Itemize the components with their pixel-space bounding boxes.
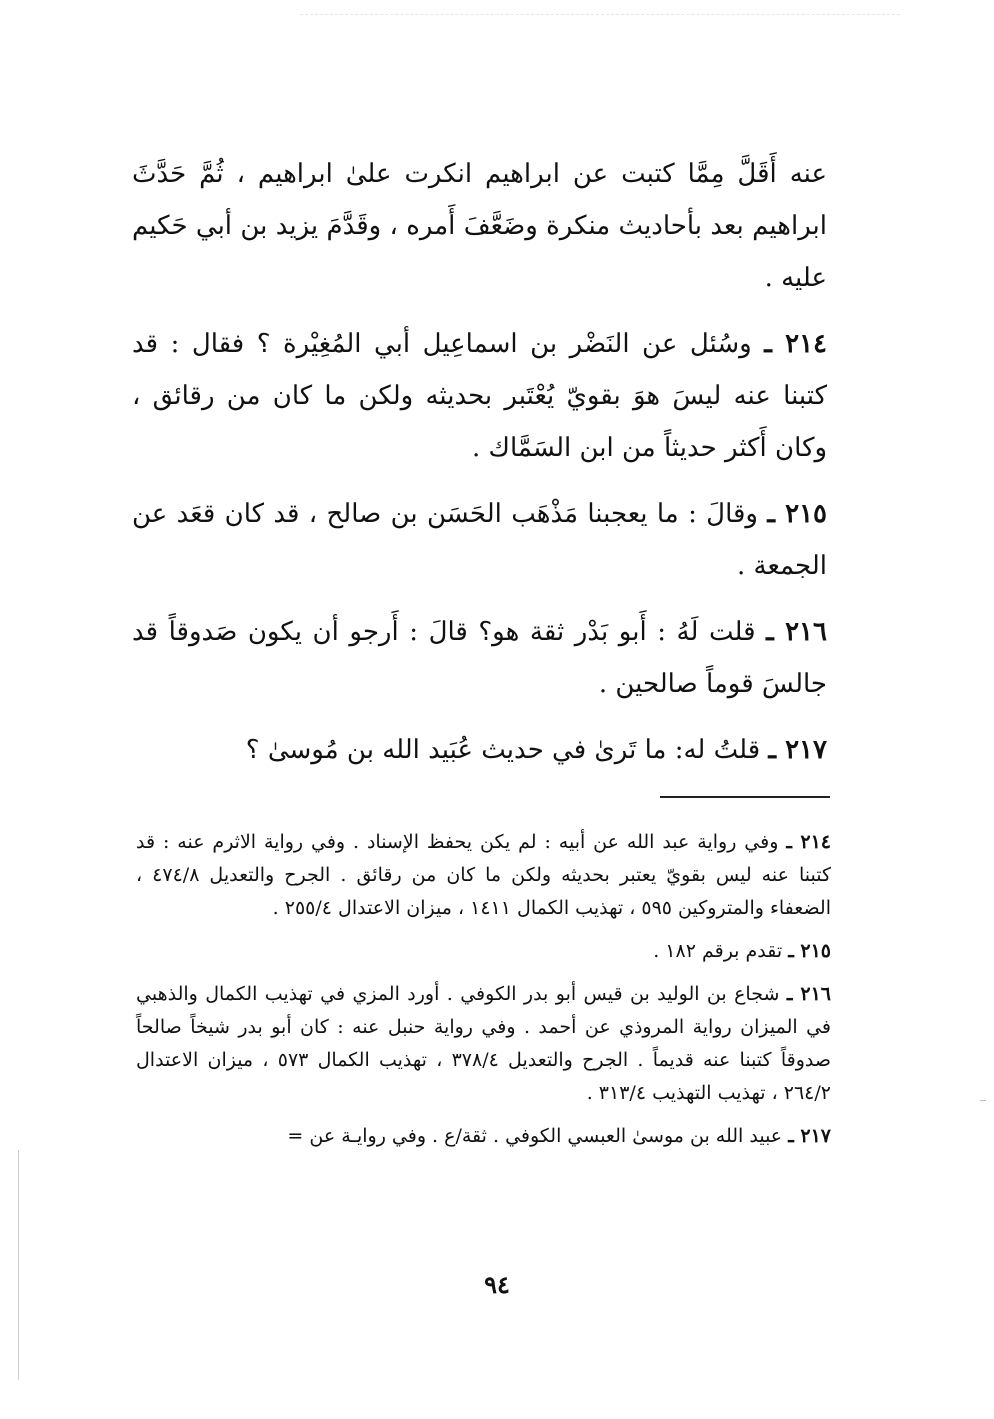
scan-artifact-right	[980, 1100, 986, 1101]
footnote-number: ٢١٤ ـ	[786, 831, 832, 853]
paragraph-215	[132, 488, 827, 592]
paragraph-text: عنه أَقَلَّ مِمَّا كتبت عن ابراهيم انكرت علىٰ ابراهيم ، ثُمَّ حَدَّثَ ابراهيم بعد بأحاديث منكرة وضَعَّفَ أَمره ، وقَدَّمَ يزيد بن أبي حَكيم عليه .	[132, 159, 827, 293]
paragraph-217	[132, 724, 827, 776]
footnote-text: وفي رواية عبد الله عن أبيه : لم يكن يحفظ الإسناد . وفي رواية الاثرم عنه : قد كتبنا عنه ليس بقويّ يعتبر بحديثه ولكن ما كان من رقائق . الجرح والتعديل ٤٧٤/٨ ، الضعفاء والمتروكين ٥٩٥ ، تهذيب الكمال ١٤١١ ، ميزان الاعتدال ٢٥٥/٤ .	[136, 831, 831, 919]
footnote-number: ٢١٦ ـ	[786, 983, 832, 1005]
footnote-number: ٢١٧ ـ	[788, 1125, 831, 1147]
entry-number: ٢١٧ ـ	[768, 735, 827, 765]
main-text	[132, 148, 827, 790]
entry-number: ٢١٤ ـ	[764, 329, 828, 359]
footnote-216	[136, 978, 831, 1110]
scan-artifact-left	[18, 1150, 19, 1380]
footnote-text: شجاع بن الوليد بن قيس أبو بدر الكوفي . أورد المزي في تهذيب الكمال والذهبي في الميزان رواية المروذي عن أحمد . وفي رواية حنبل عنه : كان أبو بدر شيخاً صالحاً صدوقاً كتبنا عنه قديماً . الجرح والتعديل ٣٧٨/٤ ، تهذيب الكمال ٥٧٣ ، ميزان الاعتدال ٢٦٤/٢ ، تهذيب التهذيب ٣١٣/٤ .	[136, 983, 831, 1104]
footnote-separator	[660, 796, 830, 798]
entry-number: ٢١٦ ـ	[766, 617, 827, 647]
paragraph-text: قلت لَهُ : أَبو بَدْر ثقة هو؟ قالَ : أَرجو أن يكون صَدوقاً قد جالسَ قوماً صالحين .	[132, 617, 827, 699]
paragraph-214	[132, 318, 827, 474]
scan-artifact-top	[300, 14, 900, 17]
footnote-number: ٢١٥ ـ	[788, 940, 831, 962]
footnote-217	[136, 1120, 831, 1153]
paragraph-text: قلتُ له: ما تَرىٰ في حديث عُبَيد الله بن مُوسىٰ ؟	[245, 735, 761, 765]
paragraph-216	[132, 606, 827, 710]
footnote-text: تقدم برقم ١٨٢ .	[653, 940, 783, 962]
page-number: ٩٤	[484, 1270, 510, 1299]
paragraph-continuation	[132, 148, 827, 304]
footnote-215	[136, 935, 831, 968]
footnote-text: عبيد الله بن موسىٰ العبسي الكوفي . ثقة/ع . وفي روايـة عن =	[287, 1125, 783, 1147]
paragraph-text: وقالَ : ما يعجبنا مَذْهَب الحَسَن بن صالح ، قد كان قعَد عن الجمعة .	[132, 499, 827, 581]
footnotes	[136, 826, 831, 1163]
footnote-214	[136, 826, 831, 925]
paragraph-text: وسُئل عن النَضْر بن اسماعِيل أبي المُغِيْرة ؟ فقال : قد كتبنا عنه ليسَ هوَ بقويّ يُعْتَبر بحديثه ولكن ما كان من رقائق ، وكان أَكثر حديثاً من ابن السَمَّاك .	[132, 329, 827, 463]
entry-number: ٢١٥ ـ	[767, 499, 828, 529]
